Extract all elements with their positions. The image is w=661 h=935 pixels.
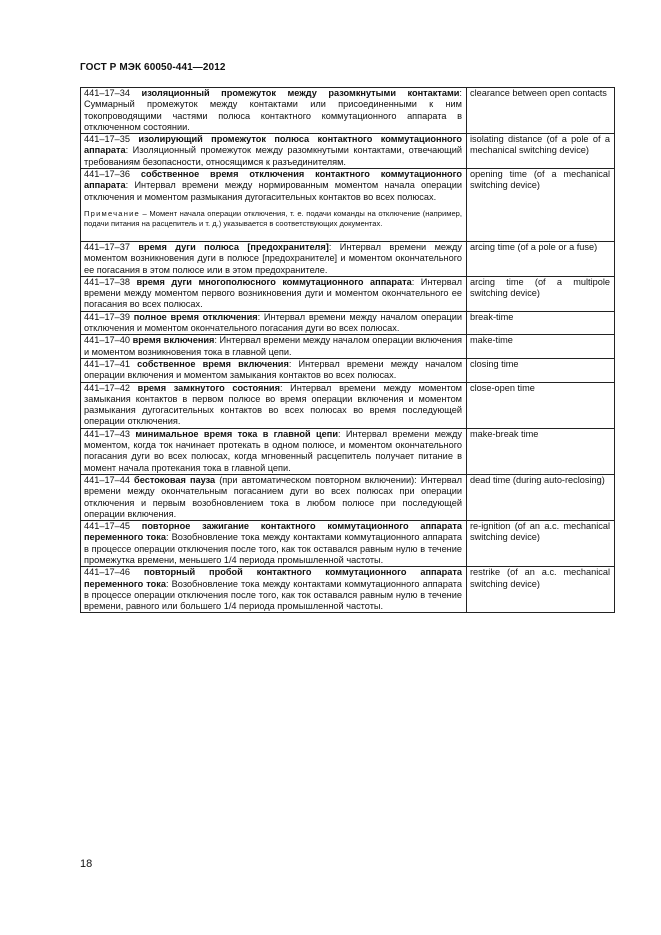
term-definition: : Интервал времени между началом операции включения и моментом возникновения тока в главной цепи.	[84, 335, 462, 357]
definition-cell	[81, 241, 467, 276]
definition-cell	[81, 311, 467, 335]
term-name: минимальное время тока в главной цепи	[135, 428, 338, 439]
term-definition: (при автоматическом повторном включении): Интервал времени между окончательным погасанием дуги во всех полюсах при операции отключения и первым возобновлением тока в любом полюсе при последующей операции включения.	[84, 474, 462, 519]
term-number: 441–17–43	[84, 428, 130, 439]
english-term: make-break time	[467, 428, 615, 474]
term-name: собственное время включения	[137, 358, 289, 369]
english-term: close-open time	[467, 382, 615, 428]
table-row	[81, 276, 615, 311]
term-name: время дуги многополюсного коммутационного аппарата	[136, 276, 412, 287]
table-row	[81, 169, 615, 242]
term-definition: : Интервал времени между моментом возникновения дуги в полюсе [предохранителе] и моментом окончательного ее погасания в этом полюсе или в этом предохранителе.	[84, 241, 462, 275]
definition-cell	[81, 169, 467, 242]
term-name: время включения	[132, 335, 215, 346]
english-term: clearance between open contacts	[467, 88, 615, 134]
term-name: полное время отключения	[133, 311, 258, 322]
term-number: 441–17–39	[84, 311, 130, 322]
term-definition: : Возобновление тока между контактами коммутационного аппарата в процессе операции отключения после того, как ток оставался равным нулю в течение промежутка времени, меньшего 1/4 периода промышленной частоты.	[84, 532, 462, 565]
term-number: 441–17–46	[84, 567, 130, 578]
term-number: 441–17–37	[84, 241, 130, 252]
term-number: 441–17–44	[84, 474, 130, 485]
term-name: время замкнутого состояния	[137, 382, 280, 393]
english-term: closing time	[467, 358, 615, 382]
term-name: повторное зажигание контактного коммутационного аппарата переменного тока	[84, 521, 462, 543]
definition-cell	[81, 567, 467, 613]
definition-cell	[81, 276, 467, 311]
definition-cell	[81, 382, 467, 428]
term-number: 441–17–36	[84, 169, 130, 180]
definition-cell	[81, 428, 467, 474]
table-row	[81, 311, 615, 335]
english-term: re-ignition (of an a.c. mechanical switching device)	[467, 521, 615, 567]
term-definition: : Интервал времени между моментом, когда ток начинает протекать в одном полюсе, и моментом окончательного погасания дуги во всех полюсах, когда мгновенный расцепитель получает питание в момент начала протекания тока в главной цепи.	[84, 428, 463, 473]
term-definition: : Интервал времени между моментом первого возникновения дуги и моментом окончательного ее погасания во всех полюсах.	[84, 276, 462, 310]
definition-cell	[81, 521, 467, 567]
term-definition: : Интервал времени между началом операции включения и моментом замыкания контактов во всех полюсах.	[84, 358, 463, 381]
table-row	[81, 428, 615, 474]
document-header: ГОСТ Р МЭК 60050-441—2012	[80, 62, 226, 73]
term-name: изолирующий промежуток полюса контактного коммутационного аппарата	[84, 134, 462, 156]
english-term: isolating distance (of a pole of a mechanical switching device)	[467, 134, 615, 169]
note-label: Примечание	[84, 208, 140, 218]
term-name: повторный пробой контактного коммутационного аппарата переменного тока	[84, 567, 462, 589]
table-row	[81, 474, 615, 520]
term-number: 441–17–35	[84, 134, 130, 145]
table-row	[81, 335, 615, 359]
page-number: 18	[80, 858, 93, 870]
table-row	[81, 88, 615, 134]
term-definition: : Суммарный промежуток между контактами или присоединенными к ним токопроводящими частями полюса контактного коммутационного аппарата в отключенном состоянии.	[84, 88, 462, 132]
note-text: – Момент начала операции отключения, т. е. подачи команды на отключение (например, подачи питания на расцепитель и т. д.) указывается в соответствующих документах.	[84, 208, 462, 228]
english-term: arcing time (of a multipole switching device)	[467, 276, 615, 311]
term-definition: : Изоляционный промежуток между разомкнутыми контактами, отвечающий требованиям безопасности, относящимся к разъединителям.	[84, 145, 462, 167]
definition-cell	[81, 134, 467, 169]
table-row	[81, 358, 615, 382]
term-number: 441–17–45	[84, 521, 130, 532]
term-definition: : Возобновление тока между контактами коммутационного аппарата в процессе операции отключения после того, как ток оставался равным нулю в течение времени, равного или большего 1/4 периода промышленной частоты.	[84, 578, 462, 612]
definition-cell	[81, 474, 467, 520]
english-term: arcing time (of a pole or a fuse)	[467, 241, 615, 276]
table-row	[81, 134, 615, 169]
definition-cell	[81, 335, 467, 359]
table-row	[81, 241, 615, 276]
english-term: break-time	[467, 311, 615, 335]
term-number: 441–17–34	[84, 88, 130, 98]
note	[84, 209, 462, 229]
definition-cell	[81, 88, 467, 134]
term-number: 441–17–42	[84, 382, 130, 393]
term-name: собственное время отключения контактного коммутационного аппарата	[84, 169, 462, 191]
term-number: 441–17–41	[84, 358, 130, 369]
term-name: изоляционный промежуток между разомкнутыми контактами	[141, 88, 460, 98]
english-term: dead time (during auto-reclosing)	[467, 474, 615, 520]
terms-table	[80, 87, 615, 613]
term-definition: : Интервал времени между моментом замыкания контактов в первом полюсе во время операции включения и моментом размыкания дугогасительных контактов во всех полюсах во время последующей операции отключения.	[84, 382, 462, 427]
term-number: 441–17–38	[84, 276, 130, 287]
table-row	[81, 382, 615, 428]
table-row	[81, 521, 615, 567]
english-term: restrike (of an a.c. mechanical switching device)	[467, 567, 615, 613]
english-term: opening time (of a mechanical switching device)	[467, 169, 615, 242]
term-number: 441–17–40	[84, 335, 130, 346]
table-row	[81, 567, 615, 613]
english-term: make-time	[467, 335, 615, 359]
term-definition: : Интервал времени между началом операции отключения и моментом окончательного погасания дуги во всех полюсах.	[84, 311, 462, 334]
term-definition: : Интервал времени между нормированным моментом начала операции отключения и моментом размыкания дугогасительных контактов во всех полюсах.	[84, 180, 462, 202]
term-name: бестоковая пауза	[134, 474, 216, 485]
definition-cell	[81, 358, 467, 382]
term-name: время дуги полюса [предохранителя]	[138, 241, 329, 252]
